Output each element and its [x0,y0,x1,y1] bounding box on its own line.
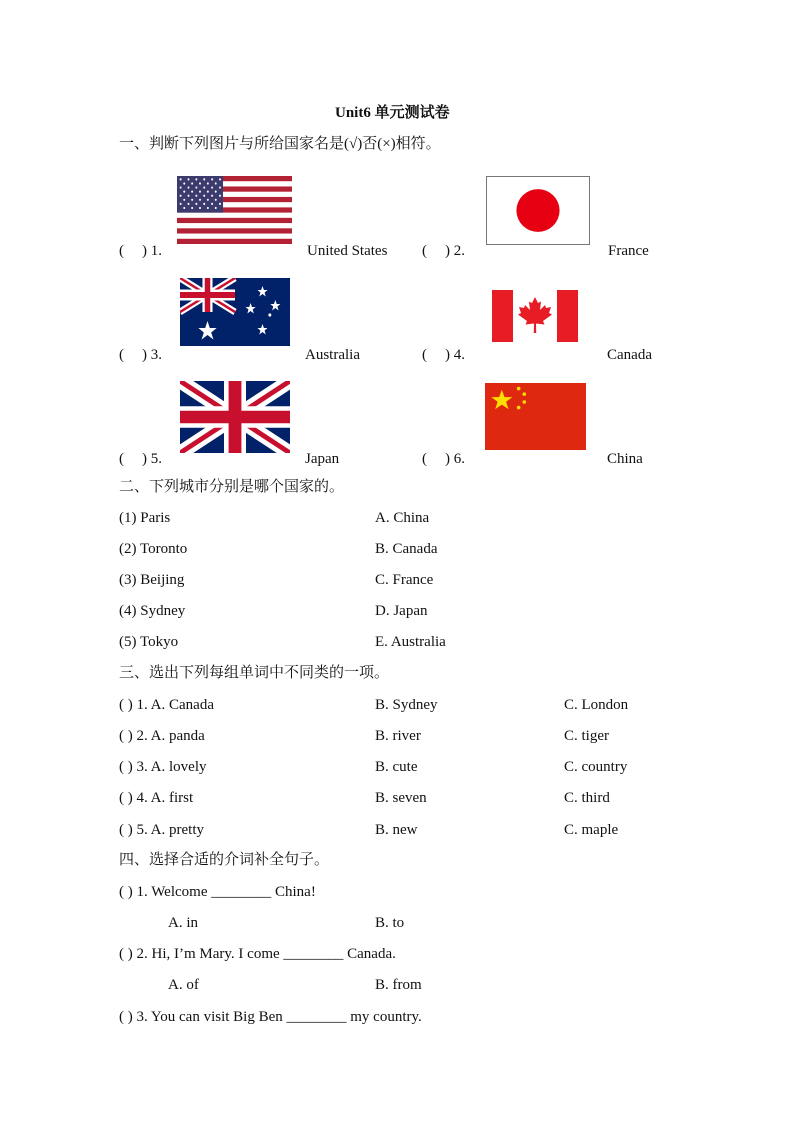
japan-flag [486,176,590,245]
question-option-a: ( ) 2. A. panda [119,728,205,744]
city-item: (3) Beijing [119,572,185,588]
question-2-option-a: A. of [168,977,199,993]
question-2-option-b: B. from [375,977,422,993]
answer-bracket: ( [422,347,427,363]
question-3: ( ) 3. You can visit Big Ben ________ my country. [119,1009,422,1025]
question-1-option-b: B. to [375,915,405,931]
section-3-heading: 三、选出下列每组单词中不同类的一项。 [119,665,390,681]
answer-bracket: ( [422,243,427,259]
city-item: (5) Tokyo [119,634,179,650]
question-option-b: B. Sydney [375,697,438,713]
question-option-c: C. tiger [564,728,609,744]
country-label: China [607,451,643,467]
usa-flag [177,176,292,244]
section-1-heading: 一、判断下列图片与所给国家名是(√)否(×)相符。 [119,136,441,152]
question-number: ) 3. [142,347,162,363]
section-4-heading: 四、选择合适的介词补全句子。 [119,852,330,868]
question-1-option-a: A. in [168,915,198,931]
question-option-c: C. maple [564,822,619,838]
question-option-b: B. new [375,822,418,838]
australia-flag [180,278,290,346]
country-label: United States [307,243,388,259]
country-option: E. Australia [375,634,446,650]
question-number: ) 1. [142,243,162,259]
question-option-a: ( ) 4. A. first [119,790,194,806]
country-label: Canada [607,347,652,363]
question-option-a: ( ) 5. A. pretty [119,822,204,838]
question-option-a: ( ) 1. A. Canada [119,697,214,713]
question-option-c: C. country [564,759,628,775]
question-number: ) 2. [445,243,465,259]
uk-flag [180,381,290,453]
country-label: Australia [305,347,360,363]
page-title: Unit6 单元测试卷 [335,105,450,121]
question-option-c: C. third [564,790,610,806]
question-1: ( ) 1. Welcome ________ China! [119,884,316,900]
answer-bracket: ( [119,347,124,363]
country-option: C. France [375,572,434,588]
answer-bracket: ( [422,451,427,467]
country-label: Japan [305,451,340,467]
question-number: ) 6. [445,451,465,467]
question-2: ( ) 2. Hi, I’m Mary. I come ________ Canada. [119,946,396,962]
country-option: B. Canada [375,541,438,557]
answer-bracket: ( [119,243,124,259]
question-number: ) 5. [142,451,162,467]
answer-bracket: ( [119,451,124,467]
city-item: (4) Sydney [119,603,186,619]
canada-flag [492,290,578,342]
country-option: D. Japan [375,603,428,619]
section-2-heading: 二、下列城市分别是哪个国家的。 [119,479,345,495]
question-number: ) 4. [445,347,465,363]
country-label: France [608,243,649,259]
question-option-b: B. cute [375,759,418,775]
china-flag [485,383,586,450]
question-option-b: B. seven [375,790,427,806]
question-option-b: B. river [375,728,421,744]
city-item: (1) Paris [119,510,171,526]
city-item: (2) Toronto [119,541,188,557]
question-option-a: ( ) 3. A. lovely [119,759,207,775]
country-option: A. China [375,510,430,526]
question-option-c: C. London [564,697,629,713]
